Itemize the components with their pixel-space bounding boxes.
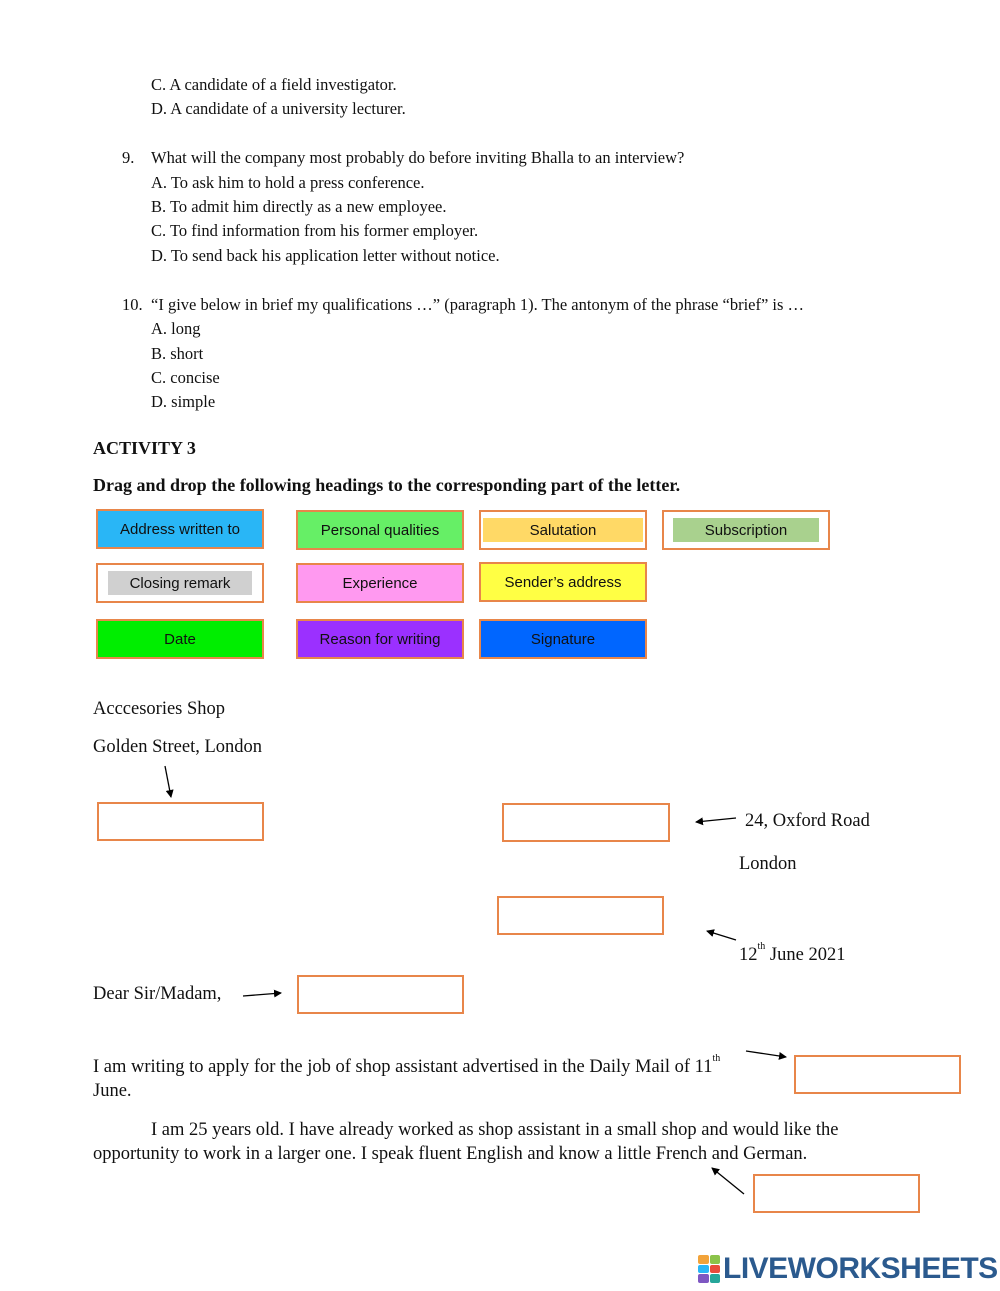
- experience-paragraph-line2: opportunity to work in a larger one. I speak fluent English and know a little French and German.: [93, 1144, 808, 1164]
- arrow-to-date-box: [707, 931, 736, 940]
- q10-question: “I give below in brief my qualifications …” (paragraph 1). The antonym of the phrase “brief” is …: [151, 295, 805, 314]
- activity-instruction: Drag and drop the following headings to the corresponding part of the letter.: [93, 475, 681, 495]
- chip-fill: Personal qualities: [298, 512, 462, 548]
- arrow-to-recipient: [165, 766, 171, 797]
- chip-fill: Signature: [481, 621, 645, 657]
- chip-fill: Reason for writing: [298, 621, 462, 657]
- reason-paragraph-line2: June.: [93, 1081, 132, 1101]
- q9-option-c: C. To find information from his former employer.: [151, 221, 479, 240]
- chip-fill: Sender’s address: [481, 564, 645, 600]
- q10-option-b: B. short: [151, 344, 204, 363]
- recipient-name: Acccesories Shop: [93, 699, 226, 719]
- q8-option-c: C. A candidate of a field investigator.: [151, 75, 397, 94]
- arrow-to-reason-box: [746, 1051, 786, 1057]
- q10-option-d: D. simple: [151, 392, 216, 411]
- letter-date: 12th June 2021: [739, 941, 846, 965]
- sender-street: 24, Oxford Road: [745, 811, 870, 831]
- experience-paragraph-line1: I am 25 years old. I have already worked as shop assistant in a small shop and would like the: [151, 1120, 839, 1140]
- chip-fill: Address written to: [98, 511, 262, 547]
- reason-paragraph-line1: I am writing to apply for the job of shop assistant advertised in the Daily Mail of 11th: [93, 1053, 721, 1077]
- q8-option-d: D. A candidate of a university lecturer.: [151, 99, 406, 118]
- q9-option-b: B. To admit him directly as a new employee.: [151, 197, 447, 216]
- arrow-to-sender-box: [696, 818, 736, 822]
- chip-fill: Experience: [298, 565, 462, 601]
- q9-number: 9.: [122, 148, 135, 167]
- sender-city: London: [739, 854, 797, 874]
- chip-fill: Subscription: [673, 518, 819, 542]
- chip-fill: Salutation: [483, 518, 643, 542]
- q9-option-a: A. To ask him to hold a press conference.: [151, 173, 425, 192]
- chip-fill: Date: [98, 621, 262, 657]
- q10-option-c: C. concise: [151, 368, 220, 387]
- activity-title: ACTIVITY 3: [93, 438, 196, 458]
- q10-option-a: A. long: [151, 319, 201, 338]
- liveworksheets-logo: [698, 1252, 998, 1286]
- recipient-street: Golden Street, London: [93, 737, 263, 757]
- logo-text: LIVEWORKSHEETS: [723, 1252, 998, 1285]
- arrow-to-experience-box: [712, 1168, 744, 1194]
- logo-badge-icon: [698, 1255, 720, 1283]
- letter-salutation: Dear Sir/Madam,: [93, 984, 222, 1004]
- arrow-to-salutation-box: [243, 993, 281, 996]
- chip-fill: Closing remark: [108, 571, 252, 595]
- q9-question: What will the company most probably do before inviting Bhalla to an interview?: [151, 148, 685, 167]
- q10-number: 10.: [122, 295, 143, 314]
- q9-option-d: D. To send back his application letter without notice.: [151, 246, 500, 265]
